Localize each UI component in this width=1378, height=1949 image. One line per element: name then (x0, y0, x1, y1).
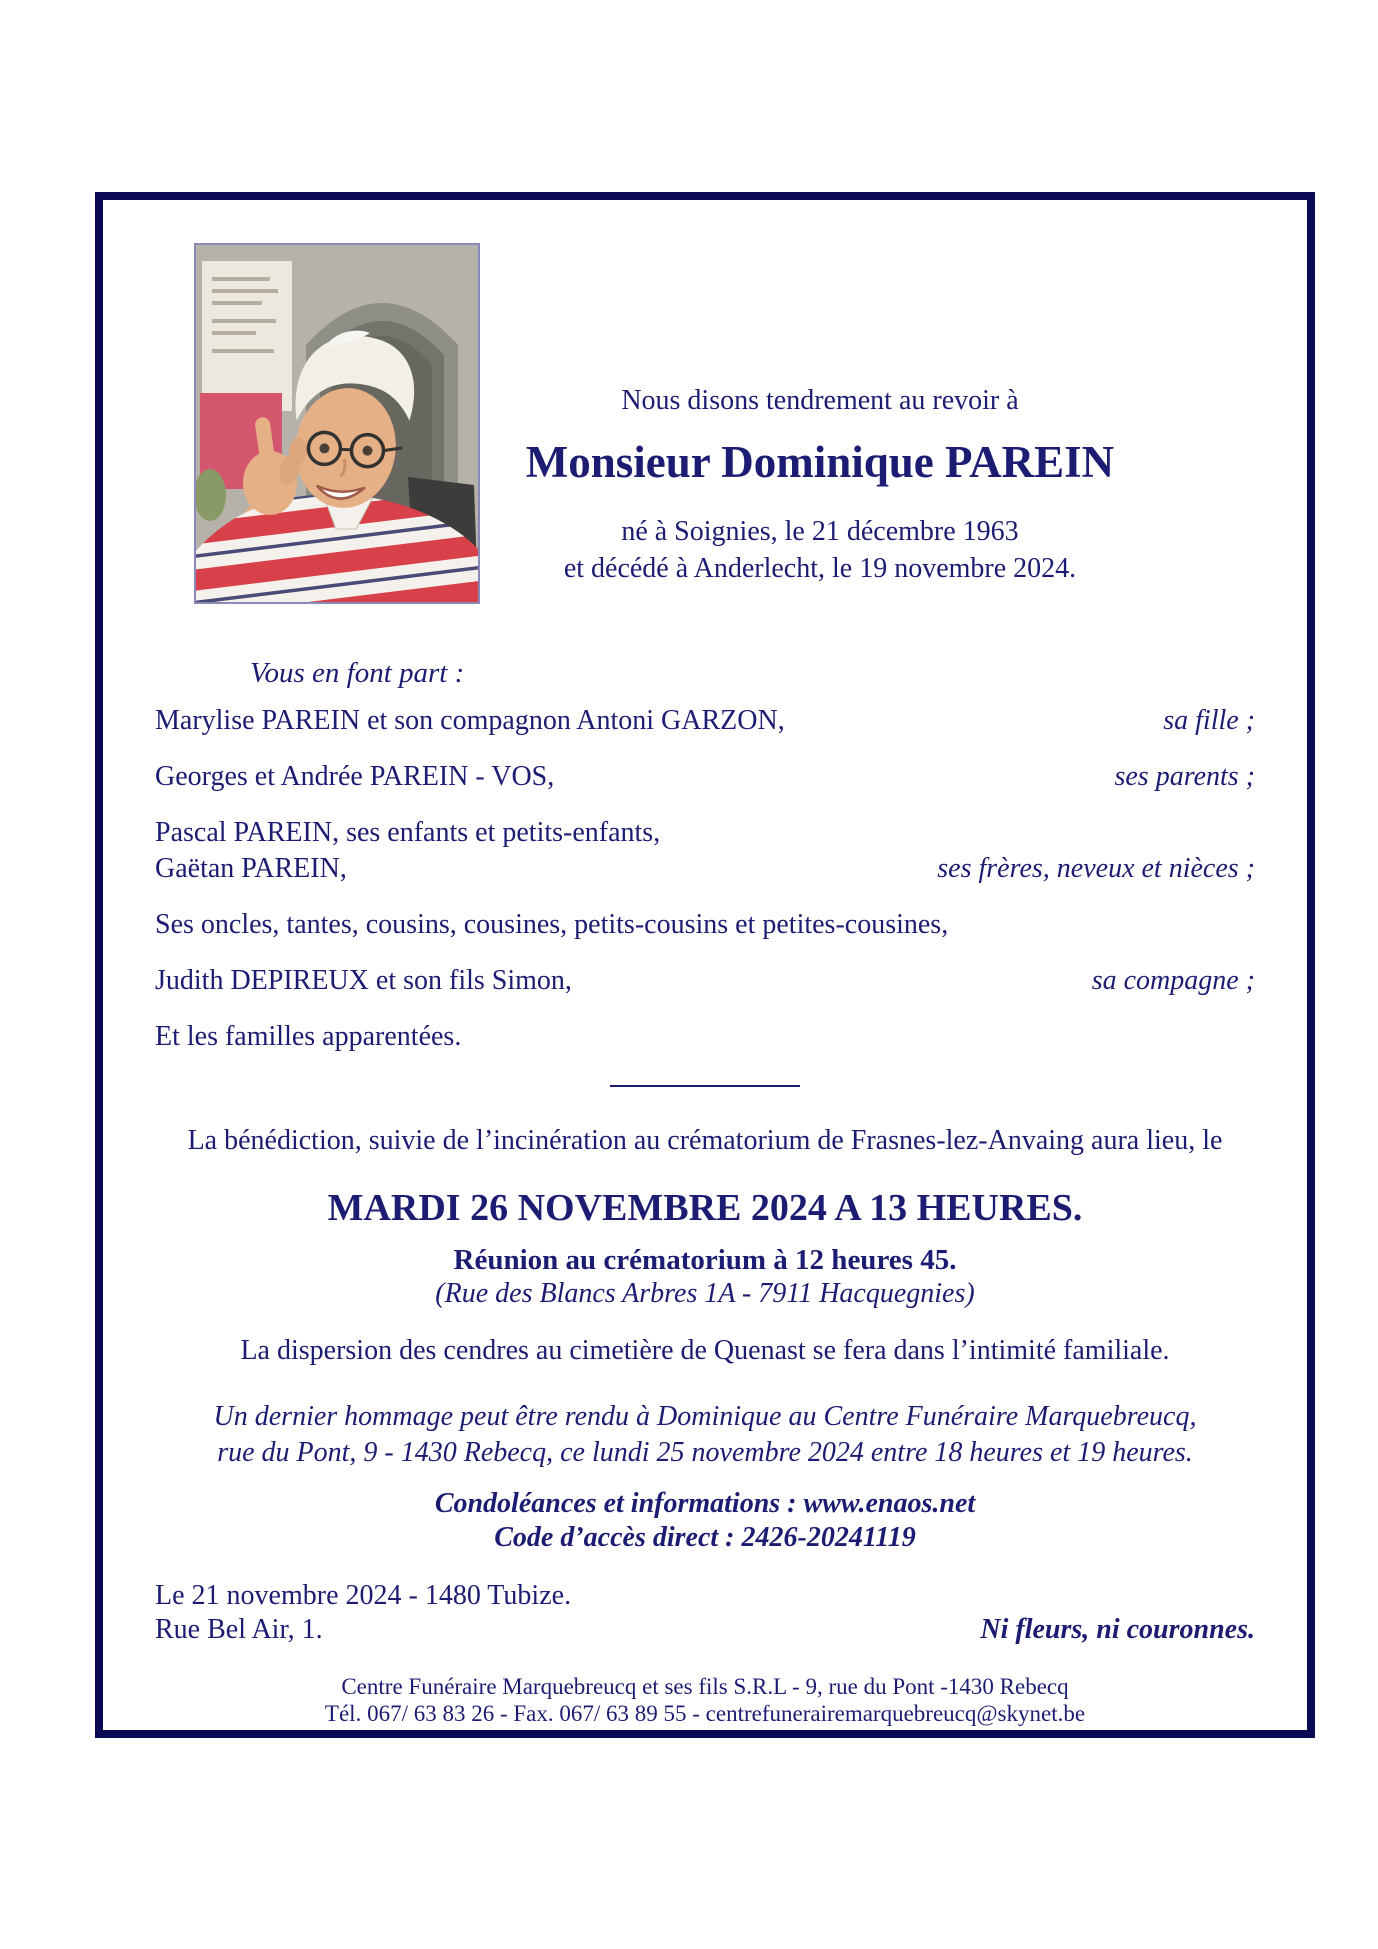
header-text-block (480, 243, 1160, 604)
closing-date-row (155, 1579, 1255, 1613)
deceased-name: Monsieur Dominique PAREIN (525, 437, 1115, 487)
closing-date-place: Le 21 novembre 2024 - 1480 Tubize. (155, 1580, 572, 1611)
family-entry-line: Pascal PAREIN, ses enfants et petits-enfants, (155, 817, 661, 848)
farewell-intro: Nous disons tendrement au revoir à (621, 385, 1019, 416)
death-line: et décédé à Anderlecht, le 19 novembre 2024. (563, 553, 1077, 584)
family-entry-line: Gaëtan PAREIN, (155, 853, 347, 884)
ashes-dispersion: La dispersion des cendres au cimetière de Quenast se fera dans l’intimité familiale. (240, 1335, 1170, 1366)
announcement-lead: Vous en font part : (250, 657, 465, 689)
family-entry-daughter (155, 703, 1255, 739)
closing-address-row (155, 1613, 1255, 1647)
ceremony-date: MARDI 26 NOVEMBRE 2024 A 13 HEURES. (327, 1187, 1083, 1229)
closing-address: Rue Bel Air, 1. (155, 1614, 323, 1645)
section-divider (610, 1085, 800, 1087)
funeral-home-line: Centre Funéraire Marquebreucq et ses fils S.R.L - 9, rue du Pont -1430 Rebecq (341, 1674, 1069, 1699)
ceremony-meeting: Réunion au crématorium à 12 heures 45. (453, 1244, 957, 1276)
condolences-website: Condoléances et informations : www.enaos.net (434, 1488, 976, 1519)
family-entry-parents (155, 759, 1255, 795)
portrait-illustration (196, 245, 478, 602)
family-entry-related-families (155, 1019, 1255, 1055)
family-entry-names: Marylise PAREIN et son compagnon Antoni GARZON, (155, 705, 785, 736)
family-entry-relation: sa compagne ; (1091, 965, 1255, 996)
portrait-photo (194, 243, 480, 604)
condolences-access-code: Code d’accès direct : 2426-20241119 (494, 1522, 916, 1553)
tribute-line-2: rue du Pont, 9 - 1430 Rebecq, ce lundi 25 novembre 2024 entre 18 heures et 19 heures. (217, 1437, 1193, 1468)
family-entry-names: Ses oncles, tantes, cousins, cousines, petits-cousins et petites-cousines, (155, 909, 949, 940)
header-section (155, 243, 1255, 604)
family-entry-extended (155, 907, 1255, 943)
family-entry-names: Georges et Andrée PAREIN - VOS, (155, 761, 555, 792)
family-entry-brothers (155, 815, 1255, 887)
announcement-card (95, 192, 1315, 1738)
family-entry-relation: ses parents ; (1114, 761, 1255, 792)
family-entry-relation: sa fille ; (1163, 705, 1255, 736)
crematorium-address: (Rue des Blancs Arbres 1A - 7911 Hacquegnies) (435, 1278, 975, 1309)
no-flowers-note: Ni fleurs, ni couronnes. (980, 1614, 1255, 1645)
tribute-line-1: Un dernier hommage peut être rendu à Dominique au Centre Funéraire Marquebreucq, (213, 1401, 1197, 1432)
funeral-home-contact: Tél. 067/ 63 83 26 - Fax. 067/ 63 89 55 - centrefunerairemarquebreucq@skynet.be (324, 1701, 1086, 1726)
ceremony-intro: La bénédiction, suivie de l’incinération au crématorium de Frasnes-lez-Anvaing aura lieu, le (187, 1125, 1223, 1156)
birth-line: né à Soignies, le 21 décembre 1963 (621, 516, 1019, 547)
family-entry-names: Et les familles apparentées. (155, 1021, 462, 1052)
family-entry-names: Judith DEPIREUX et son fils Simon, (155, 965, 572, 996)
family-entry-relation: ses frères, neveux et nièces ; (937, 853, 1255, 884)
family-entry-names (155, 815, 660, 887)
family-entry-partner (155, 963, 1255, 999)
